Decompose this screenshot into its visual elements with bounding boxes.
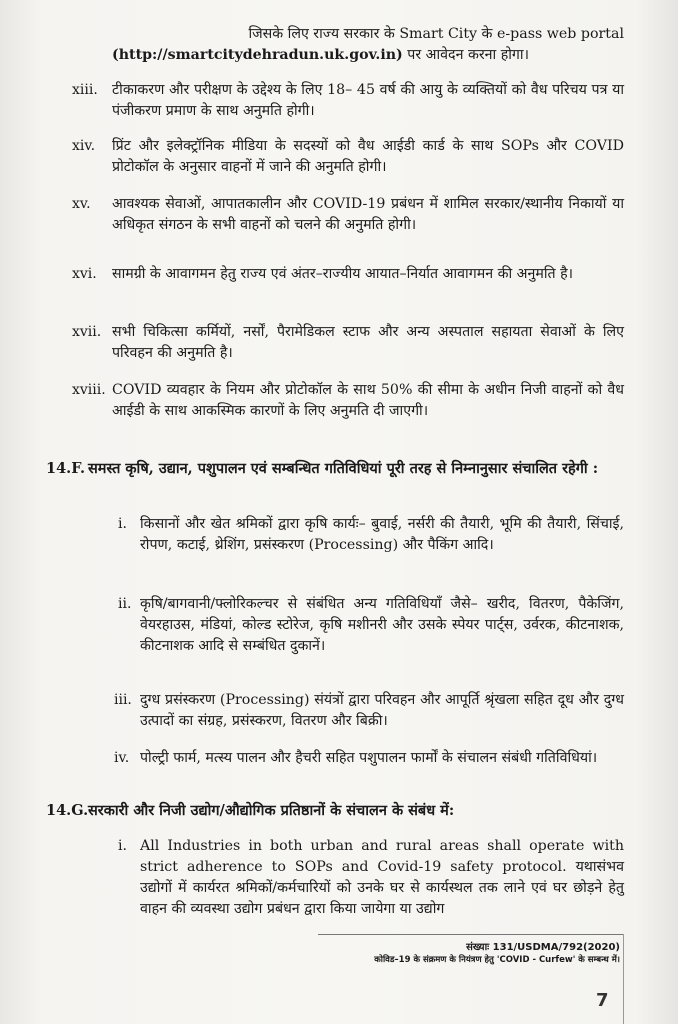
section-heading: सरकारी और निजी उद्योग/औद्योगिक प्रतिष्ठानों के संचालन के संबंध में: bbox=[88, 802, 455, 819]
list-item: टीकाकरण और परीक्षण के उद्देश्य के लिए 18– 45 वर्ष की आयु के व्यक्तियों को वैध परिचय पत्र या पंजीकरण प्रमाण के साथ अनुमति होगी। bbox=[112, 82, 624, 119]
list-item: पोल्ट्री फार्म, मत्स्य पालन और हैचरी सहित पशुपालन फार्मों के संचालन संबंधी गतिविधियां। bbox=[140, 750, 598, 766]
item-number: iv. bbox=[114, 750, 130, 766]
list-item: कृषि/बागवानी/फ्लोरिकल्चर से संबंधित अन्य गतिविधियाँ जैसे– खरीद, वितरण, पैकेजिंग, वेयरहाउस, मंडियां, कोल्ड स्टोरेज, कृषि मशीनरी और उसके स्पेयर पार्ट्स, उर्वरक, कीटनाशक, कीटनाशक आदि से सम्बंधित दुकानें। bbox=[140, 596, 624, 654]
footer-divider bbox=[318, 934, 623, 935]
item-number: xv. bbox=[72, 196, 91, 212]
continuation-line-2 bbox=[112, 45, 624, 66]
item-number: i. bbox=[118, 838, 127, 854]
section-heading: समस्त कृषि, उद्यान, पशुपालन एवं सम्बन्धित गतिविधियां पूरी तरह से निम्नानुसार संचालित रहेगी : bbox=[88, 460, 599, 477]
section-label: 14.F. bbox=[46, 460, 86, 477]
footer-vertical-divider bbox=[623, 934, 624, 1024]
item-number: xiv. bbox=[72, 138, 96, 154]
list-item: आवश्यक सेवाओं, आपातकालीन और COVID-19 प्रबंधन में शामिल सरकार/स्थानीय निकायों या अधिकृत संगठन के सभी वाहनों को चलने की अनुमति होगी। bbox=[112, 196, 624, 233]
continuation-line-1: जिसके लिए राज्य सरकार के Smart City के e-pass web portal bbox=[248, 26, 624, 42]
list-item: सभी चिकित्सा कर्मियों, नर्सों, पैरामेडिकल स्टाफ और अन्य अस्पताल सहायता सेवाओं के लिए परिवहन की अनुमति है। bbox=[112, 324, 624, 361]
list-item: किसानों और खेत श्रमिकों द्वारा कृषि कार्यः– बुवाई, नर्सरी की तैयारी, भूमि की तैयारी, सिंचाई, रोपण, कटाई, थ्रेशिंग, प्रसंस्करण (Processing) और पैकिंग आदि। bbox=[140, 516, 624, 553]
item-number: i. bbox=[118, 516, 127, 532]
continuation-paragraph bbox=[112, 24, 624, 66]
section-label: 14.G. bbox=[46, 802, 89, 819]
list-item: सामग्री के आवागमन हेतु राज्य एवं अंतर–राज्यीय आयात–निर्यात आवागमन की अनुमति है। bbox=[112, 266, 574, 282]
item-number: xvii. bbox=[72, 324, 102, 340]
page-number: 7 bbox=[596, 990, 609, 1011]
list-item: दुग्ध प्रसंस्करण (Processing) संयंत्रों द्वारा परिवहन और आपूर्ति श्रृंखला सहित दूध और दुग्ध उत्पादों का संग्रह, प्रसंस्करण, वितरण और बिक्री। bbox=[140, 692, 624, 729]
item-number: xiii. bbox=[72, 82, 98, 98]
footer-subject: कोविड–19 के संक्रमण के नियंत्रण हेतु 'COVID - Curfew' के सम्बन्ध में। bbox=[374, 955, 620, 965]
item-number: xvi. bbox=[72, 266, 97, 282]
list-item: All Industries in both urban and rural areas shall operate with strict adherence to SOPs and Covid-19 safety protocol. यथासंभव उद्योगों में कार्यरत श्रमिकों/कर्मचारियों को उनके घर से कार्यस्थल तक लाने एवं घर छोड़ने हेतु वाहन की व्यवस्था उद्योग प्रबंधन द्वारा किया जायेगा या उद्योग bbox=[140, 838, 624, 917]
list-item: प्रिंट और इलेक्ट्रॉनिक मीडिया के सदस्यों को वैध आईडी कार्ड के साथ SOPs और COVID प्रोटोकॉल के अनुसार वाहनों में जाने की अनुमति होगी। bbox=[112, 138, 624, 175]
portal-url: (http://smartcitydehradun.uk.gov.in) bbox=[112, 47, 403, 63]
continuation-line-2-rest: पर आवेदन करना होगा। bbox=[402, 47, 529, 63]
item-number: ii. bbox=[118, 596, 132, 612]
item-number: xviii. bbox=[72, 382, 106, 398]
reference-number: संख्याः 131/USDMA/792(2020) bbox=[466, 942, 620, 953]
item-number: iii. bbox=[114, 692, 132, 708]
list-item: COVID व्यवहार के नियम और प्रोटोकॉल के साथ 50% की सीमा के अधीन निजी वाहनों को वैध आईडी के साथ आकस्मिक कारणों के लिए अनुमति दी जाएगी। bbox=[112, 382, 624, 419]
